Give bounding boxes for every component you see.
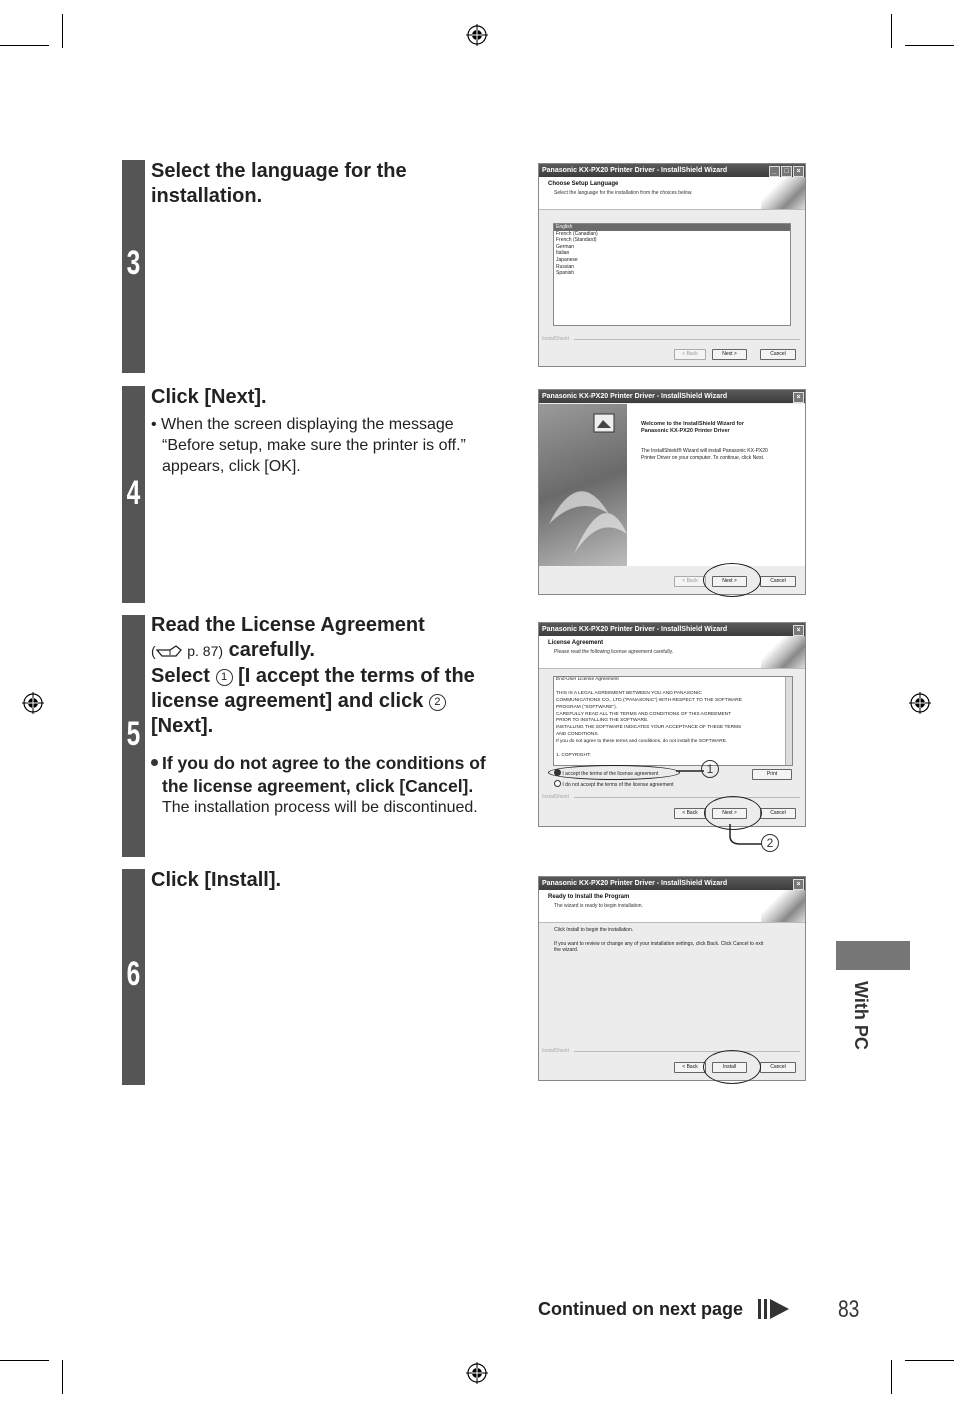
license-line: CAREFULLY READ ALL THE TERMS AND CONDITIONS OF THIS AGREEMENT <box>556 711 732 717</box>
list-item[interactable]: Italian <box>556 250 570 257</box>
cancel-button[interactable]: Cancel <box>760 1062 796 1073</box>
back-button[interactable]: < Back <box>674 576 706 587</box>
dialog-header <box>539 890 805 923</box>
close-icon[interactable]: × <box>793 166 804 177</box>
step-title-line: carefully. <box>228 639 315 661</box>
license-line: INSTALLING THE SOFTWARE INDICATES YOUR ACCEPTANCE OF THESE TERMS <box>556 725 742 731</box>
dialog-heading: License Agreement <box>548 640 604 646</box>
language-dialog <box>538 163 806 367</box>
language-list[interactable] <box>553 223 791 326</box>
welcome-body-line: The InstallShield® Wizard will install Panasonic KX-PX20 <box>641 448 768 454</box>
install-button[interactable]: Install <box>712 1062 747 1073</box>
ready-body <box>554 927 799 954</box>
step-number: 4 <box>126 474 141 512</box>
license-line: 1. COPYRIGHT: <box>556 752 591 758</box>
divider <box>574 797 800 798</box>
dialog-heading: Ready to Install the Program <box>548 894 630 900</box>
step-title-line: Select <box>151 665 210 687</box>
continued-text: Continued on next page <box>538 1299 743 1319</box>
dialog-subheading: Select the language for the installation from the choices below. <box>554 190 693 196</box>
step-3-title <box>151 159 407 209</box>
bullet-line: the license agreement, click [Cancel]. <box>162 776 474 796</box>
ready-body-line: If you want to review or change any of your installation settings, click Back. Click Cancel to exit <box>554 940 764 947</box>
back-button[interactable]: < Back <box>674 349 706 360</box>
step-title-line: license agreement] and click <box>151 690 424 712</box>
step-4-note: • When the screen displaying the message “Before setup, make sure the printer is off.” appears, click [OK]. <box>151 416 466 475</box>
wizard-side-banner <box>539 404 627 566</box>
dialog-subheading: The wizard is ready to begin installation. <box>554 903 643 909</box>
license-line: THIS IS A LEGAL AGREEMENT BETWEEN YOU AND PANASONIC <box>556 690 702 696</box>
window-title: Panasonic KX-PX20 Printer Driver - InstallShield Wizard <box>542 393 728 400</box>
radio-empty-icon[interactable] <box>554 780 561 787</box>
step-5-bullet <box>151 752 521 818</box>
next-highlight-circle <box>703 563 761 597</box>
close-icon[interactable]: × <box>793 625 804 636</box>
callout-two-marker <box>761 834 779 854</box>
installshield-label: InstallShield <box>542 1048 569 1054</box>
step-title-line: installation. <box>151 185 263 207</box>
list-item[interactable]: English <box>554 224 790 231</box>
next-button[interactable]: Next > <box>712 808 747 819</box>
next-button[interactable]: Next > <box>712 349 747 360</box>
minimize-icon[interactable]: _ <box>769 166 780 177</box>
license-line: PRIOR TO INSTALLING THE SOFTWARE. <box>556 718 649 724</box>
window-title-bar <box>539 390 805 403</box>
welcome-dialog <box>538 389 806 595</box>
installshield-label: InstallShield <box>542 336 569 342</box>
close-icon[interactable]: × <box>793 392 804 403</box>
window-title-bar <box>539 623 805 636</box>
continue-arrow-icon <box>758 1298 790 1320</box>
license-dialog <box>538 622 806 827</box>
callout-one-icon: 1 <box>216 669 233 686</box>
list-item[interactable]: French (Standard) <box>556 237 597 244</box>
window-title-bar <box>539 877 805 890</box>
bullet-line: If you do not agree to the conditions of <box>162 753 486 773</box>
callout-one-marker <box>701 760 719 780</box>
registration-mark-icon <box>909 692 931 714</box>
step-number: 5 <box>126 715 141 753</box>
maximize-icon[interactable]: □ <box>781 166 792 177</box>
bullet-line: The installation process will be discontinued. <box>162 799 478 816</box>
welcome-body-line: Printer Driver on your computer. To continue, click Next. <box>641 454 765 461</box>
callout-one-icon: 1 <box>701 760 719 778</box>
installshield-logo-icon <box>761 636 805 668</box>
step-6-title: Click [Install]. <box>151 869 282 891</box>
step-number: 6 <box>126 955 141 993</box>
welcome-body <box>641 448 768 461</box>
callout-two-icon: 2 <box>761 834 779 852</box>
license-line <box>556 684 792 691</box>
welcome-title-line: Panasonic KX-PX20 Printer Driver <box>641 428 730 434</box>
license-line: PROGRAM ("SOFTWARE"). <box>556 704 618 710</box>
note-line: When the screen displaying the message <box>161 416 454 433</box>
ready-body-line: Click Install to begin the installation. <box>554 927 634 933</box>
wizard-graphic-icon <box>539 404 627 566</box>
dialog-header <box>539 636 805 669</box>
install-highlight-circle <box>703 1050 761 1084</box>
accept-radio-label[interactable]: I accept the terms of the license agreement <box>562 771 659 777</box>
installshield-label: InstallShield <box>542 794 569 800</box>
callout-line-icon <box>720 824 765 848</box>
close-icon[interactable]: × <box>793 879 804 890</box>
welcome-title-line: Welcome to the InstallShield Wizard for <box>641 421 744 427</box>
license-text-box[interactable] <box>553 676 793 766</box>
note-line: appears, click [OK]. <box>162 458 301 475</box>
decline-radio-row[interactable] <box>554 780 674 789</box>
back-button[interactable]: < Back <box>674 808 706 819</box>
license-line: End-User License Agreement <box>556 677 619 682</box>
window-title-bar <box>539 164 805 177</box>
cancel-button[interactable]: Cancel <box>760 808 796 819</box>
scrollbar[interactable] <box>785 677 792 765</box>
list-item[interactable]: Spanish <box>556 270 575 277</box>
list-item[interactable]: French (Canadian) <box>556 230 598 237</box>
next-button[interactable]: Next > <box>712 576 747 587</box>
window-title: Panasonic KX-PX20 Printer Driver - InstallShield Wizard <box>542 167 728 174</box>
bullet-icon <box>151 759 158 766</box>
dialog-subheading: Please read the following license agreement carefully. <box>554 649 674 655</box>
step-title-line: [I accept the terms of the <box>238 665 475 687</box>
step-5-title: Read the License Agreement ( p. 87) carefully. Select 1 [I accept the terms of the license agreement] and click 2 [Next]. <box>151 614 475 737</box>
license-line <box>556 746 792 753</box>
dialog-header <box>539 177 805 210</box>
note-line: “Before setup, make sure the printer is off.” <box>162 437 466 454</box>
section-label: With PC <box>850 981 871 1050</box>
registration-mark-icon <box>466 1362 488 1384</box>
step-4-title: Click [Next]. <box>151 386 267 408</box>
installshield-logo-icon <box>761 890 805 922</box>
print-button[interactable]: Print <box>752 769 792 780</box>
reference-hand-icon <box>156 644 182 658</box>
section-tab <box>836 941 910 970</box>
installshield-logo-icon <box>761 177 805 209</box>
license-line: AND CONDITIONS. <box>556 732 599 738</box>
welcome-title <box>641 421 744 435</box>
cancel-button[interactable]: Cancel <box>760 349 796 360</box>
cancel-button[interactable]: Cancel <box>760 576 796 587</box>
ready-body-line: the wizard. <box>554 947 579 953</box>
list-item[interactable]: Russian <box>556 263 575 270</box>
license-line: COMMUNICATIONS CO., LTD.("PANASONIC") WITH RESPECT TO THE SOFTWARE <box>556 697 742 703</box>
window-title: Panasonic KX-PX20 Printer Driver - InstallShield Wizard <box>542 880 728 887</box>
registration-mark-icon <box>466 24 488 46</box>
callout-two-icon: 2 <box>429 694 446 711</box>
divider <box>574 1051 800 1052</box>
welcome-panel <box>627 404 805 566</box>
decline-radio-label[interactable]: I do not accept the terms of the license agreement <box>562 782 674 788</box>
divider <box>574 339 800 340</box>
step-title-line: Read the License Agreement <box>151 614 425 636</box>
dialog-heading: Choose Setup Language <box>548 181 619 187</box>
back-button[interactable]: < Back <box>674 1062 706 1073</box>
step-number: 3 <box>126 244 141 282</box>
list-item[interactable]: German <box>556 243 575 250</box>
page-reference: p. 87) <box>187 643 224 659</box>
page-number: 83 <box>838 1296 860 1323</box>
license-line: If you do not agree to these terms and conditions, do not install the SOFTWARE. <box>556 739 728 745</box>
window-title: Panasonic KX-PX20 Printer Driver - InstallShield Wizard <box>542 626 728 633</box>
step-title-line: [Next]. <box>151 715 214 737</box>
registration-mark-icon <box>22 692 44 714</box>
list-item[interactable]: Japanese <box>556 256 578 263</box>
accept-highlight-ellipse <box>548 765 680 780</box>
ready-dialog <box>538 876 806 1081</box>
step-title-line: Select the language for the <box>151 160 407 182</box>
